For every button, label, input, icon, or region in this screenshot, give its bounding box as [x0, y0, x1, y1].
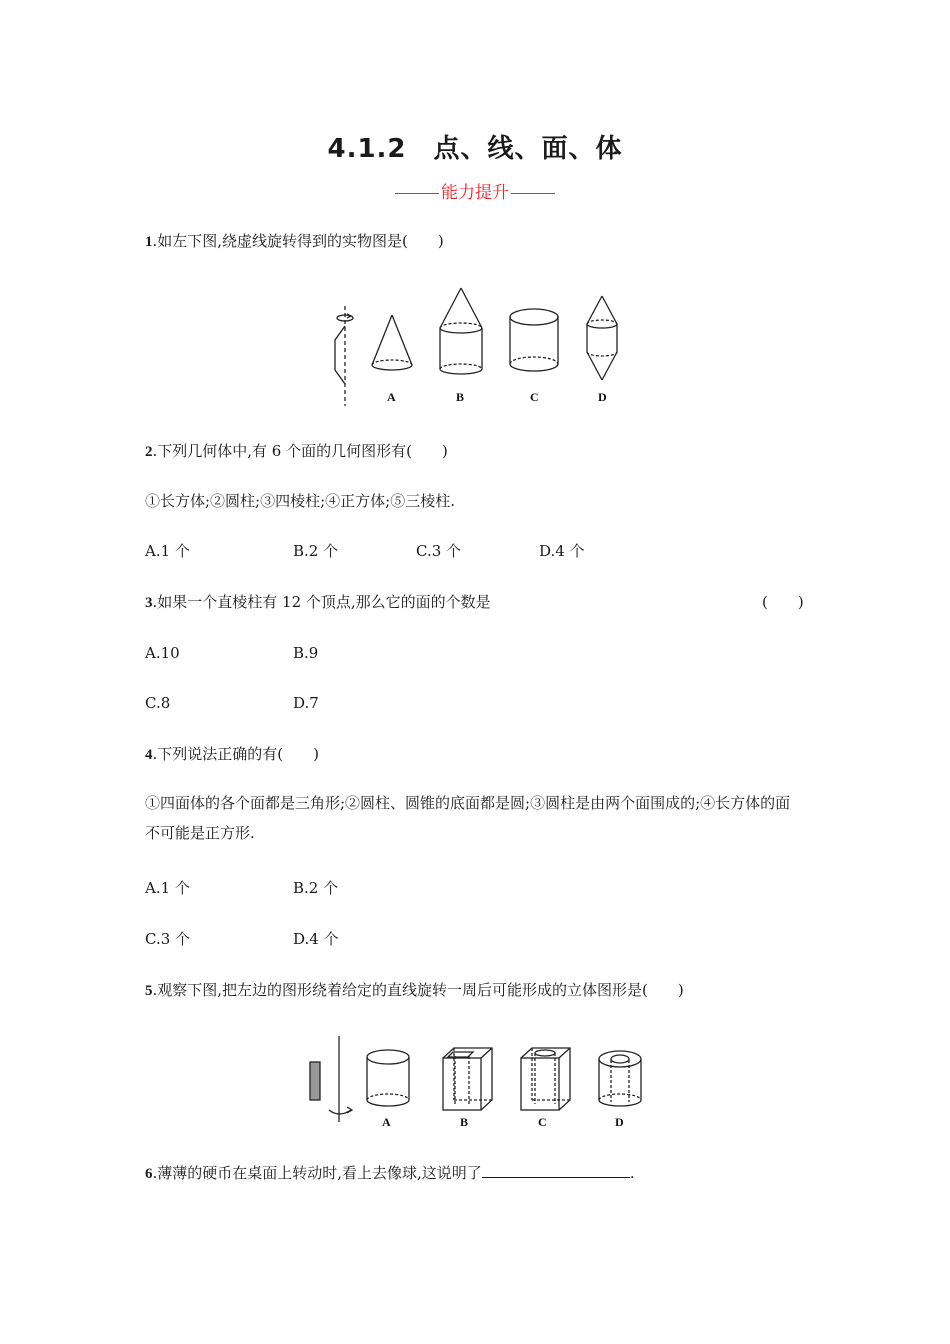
q5-option-d-hollow-cylinder	[599, 1051, 641, 1106]
subtitle-right-rule	[511, 193, 555, 194]
question-4	[145, 743, 319, 766]
q1-label-b: B	[456, 390, 465, 404]
question-1-number: 1	[145, 234, 153, 250]
subtitle-left-rule	[395, 193, 439, 194]
question-3-number: 3	[145, 595, 153, 611]
q5-option-a-cylinder	[367, 1050, 409, 1106]
question-6-text: .薄薄的硬币在桌面上转动时,看上去像球,这说明了	[152, 1164, 482, 1182]
q1-label-c: C	[530, 390, 539, 404]
q1-option-a-cone	[372, 315, 412, 370]
question-4-text: .下列说法正确的有( )	[152, 745, 319, 763]
q1-option-d-bicone-cylinder	[587, 296, 617, 380]
q5-label-d: D	[615, 1115, 624, 1129]
question-5-number: 5	[145, 983, 153, 999]
question-3-text: .如果一个直棱柱有 12 个顶点,那么它的面的个数是	[152, 593, 491, 611]
question-4-option-d[interactable]: D.4 个	[293, 930, 339, 948]
q5-label-c: C	[538, 1115, 547, 1129]
question-4-items: ①四面体的各个面都是三角形;②圆柱、圆锥的底面都是圆;③圆柱是由两个面围成的;④长方体的面不可能是正方形.	[145, 794, 791, 842]
question-2	[145, 440, 448, 463]
question-3-option-d[interactable]: D.7	[293, 694, 319, 712]
subtitle-text: 能力提升	[441, 183, 509, 203]
question-6	[145, 1161, 635, 1185]
question-5-text: .观察下图,把左边的图形绕着给定的直线旋转一周后可能形成的立体图形是( )	[152, 981, 684, 999]
question-3-option-b[interactable]: B.9	[293, 644, 319, 662]
question-2-number: 2	[145, 444, 153, 460]
question-6-number: 6	[145, 1166, 153, 1182]
question-2-text: .下列几何体中,有 6 个面的几何图形有( )	[152, 442, 448, 460]
section-subtitle	[0, 178, 950, 203]
question-4-option-c[interactable]: C.3 个	[145, 930, 191, 948]
question-2-option-c[interactable]: C.3 个	[416, 542, 462, 560]
question-1	[145, 230, 444, 253]
question-6-end: .	[629, 1164, 635, 1182]
q5-label-b: B	[460, 1115, 469, 1129]
question-2-option-d[interactable]: D.4 个	[539, 542, 585, 560]
question-5	[145, 979, 684, 1002]
q5-option-b-box-square-hole	[443, 1048, 492, 1110]
q5-label-a: A	[382, 1115, 391, 1129]
question-3	[145, 591, 491, 614]
question-3-answer-paren: ( )	[762, 593, 804, 611]
question-2-option-b[interactable]: B.2 个	[293, 542, 339, 560]
question-6-answer-blank[interactable]	[482, 1161, 630, 1178]
question-1-figure	[325, 284, 630, 409]
question-1-text: .如左下图,绕虚线旋转得到的实物图是( )	[152, 232, 444, 250]
question-5-figure	[305, 1032, 650, 1132]
page-title: 4.1.2 点、线、面、体	[327, 134, 623, 164]
q1-original-shape	[335, 306, 353, 406]
question-3-option-c[interactable]: C.8	[145, 694, 171, 712]
q1-label-a: A	[387, 390, 396, 404]
q1-label-d: D	[598, 390, 607, 404]
question-4-option-b[interactable]: B.2 个	[293, 879, 339, 897]
question-2-items: ①长方体;②圆柱;③四棱柱;④正方体;⑤三棱柱.	[145, 492, 455, 510]
q5-original-shape	[310, 1036, 352, 1122]
question-4-number: 4	[145, 747, 153, 763]
q5-option-c-box-round-hole	[521, 1048, 570, 1110]
question-3-option-a[interactable]: A.10	[145, 644, 180, 662]
question-2-option-a[interactable]: A.1 个	[145, 542, 190, 560]
question-4-option-a[interactable]: A.1 个	[145, 879, 190, 897]
q1-option-b-cone-on-cylinder	[440, 288, 482, 374]
q1-option-c-cylinder	[510, 309, 558, 371]
